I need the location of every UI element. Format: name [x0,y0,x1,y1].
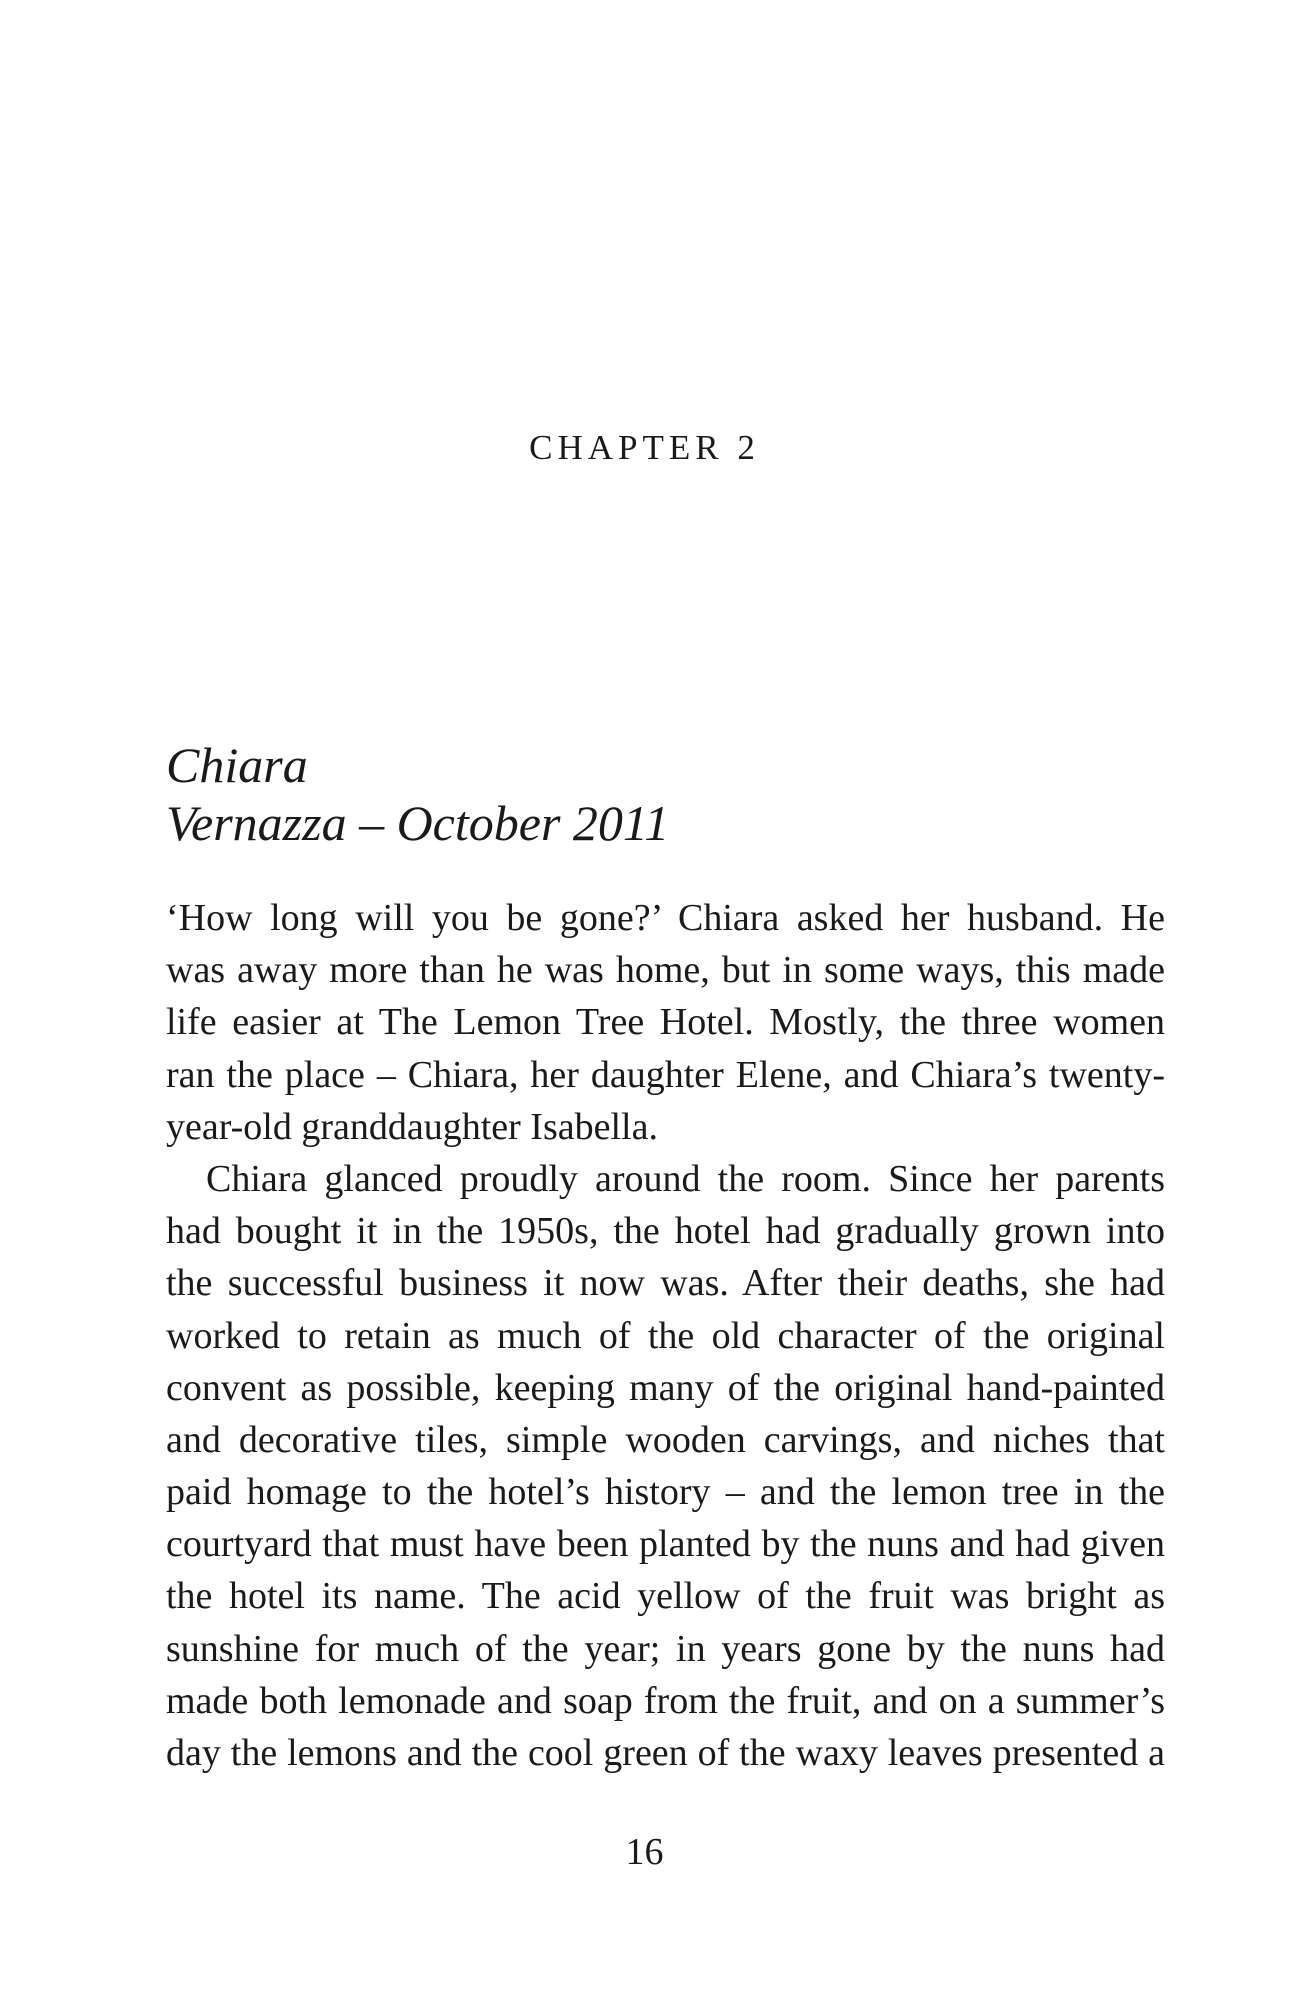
text-line: the hotel its name. The acid yellow of the fruit was bright as [166,1575,1165,1618]
chapter-heading: CHAPTER 2 [529,428,760,467]
text-line: life easier at The Lemon Tree Hotel. Mostly, the three women [166,1001,1165,1044]
text-line: ran the place – Chiara, her daughter Elene, and Chiara’s twenty- [166,1053,1165,1096]
text-line: convent as possible, keeping many of the original hand-painted [166,1366,1165,1409]
text-line: had bought it in the 1950s, the hotel had gradually grown into [166,1210,1165,1253]
text-line: ‘How long will you be gone?’ Chiara asked her husband. He [166,897,1165,939]
text-line: sunshine for much of the year; in years gone by the nuns had [166,1627,1165,1670]
subheading-place-date: Vernazza – October 2011 [166,795,670,851]
page-number: 16 [625,1831,664,1873]
text-line: the successful business it now was. After their deaths, she had [166,1262,1165,1305]
text-line: day the lemons and the cool green of the waxy leaves presented a [166,1732,1165,1774]
section-subheading [166,736,669,852]
text-line: made both lemonade and soap from the fruit, and on a summer’s [166,1679,1165,1722]
text-line: courtyard that must have been planted by the nuns and had given [166,1523,1165,1566]
text-line: and decorative tiles, simple wooden carvings, and niches that [166,1418,1165,1461]
subheading-character: Chiara [166,737,308,793]
text-line: worked to retain as much of the old character of the original [166,1314,1165,1357]
body-text [166,892,1165,1779]
text-line: Chiara glanced proudly around the room. Since her parents [206,1157,1165,1200]
text-line: year-old granddaughter Isabella. [166,1105,658,1148]
text-line: paid homage to the hotel’s history – and the lemon tree in the [166,1471,1165,1514]
text-line: was away more than he was home, but in some ways, this made [166,949,1165,992]
